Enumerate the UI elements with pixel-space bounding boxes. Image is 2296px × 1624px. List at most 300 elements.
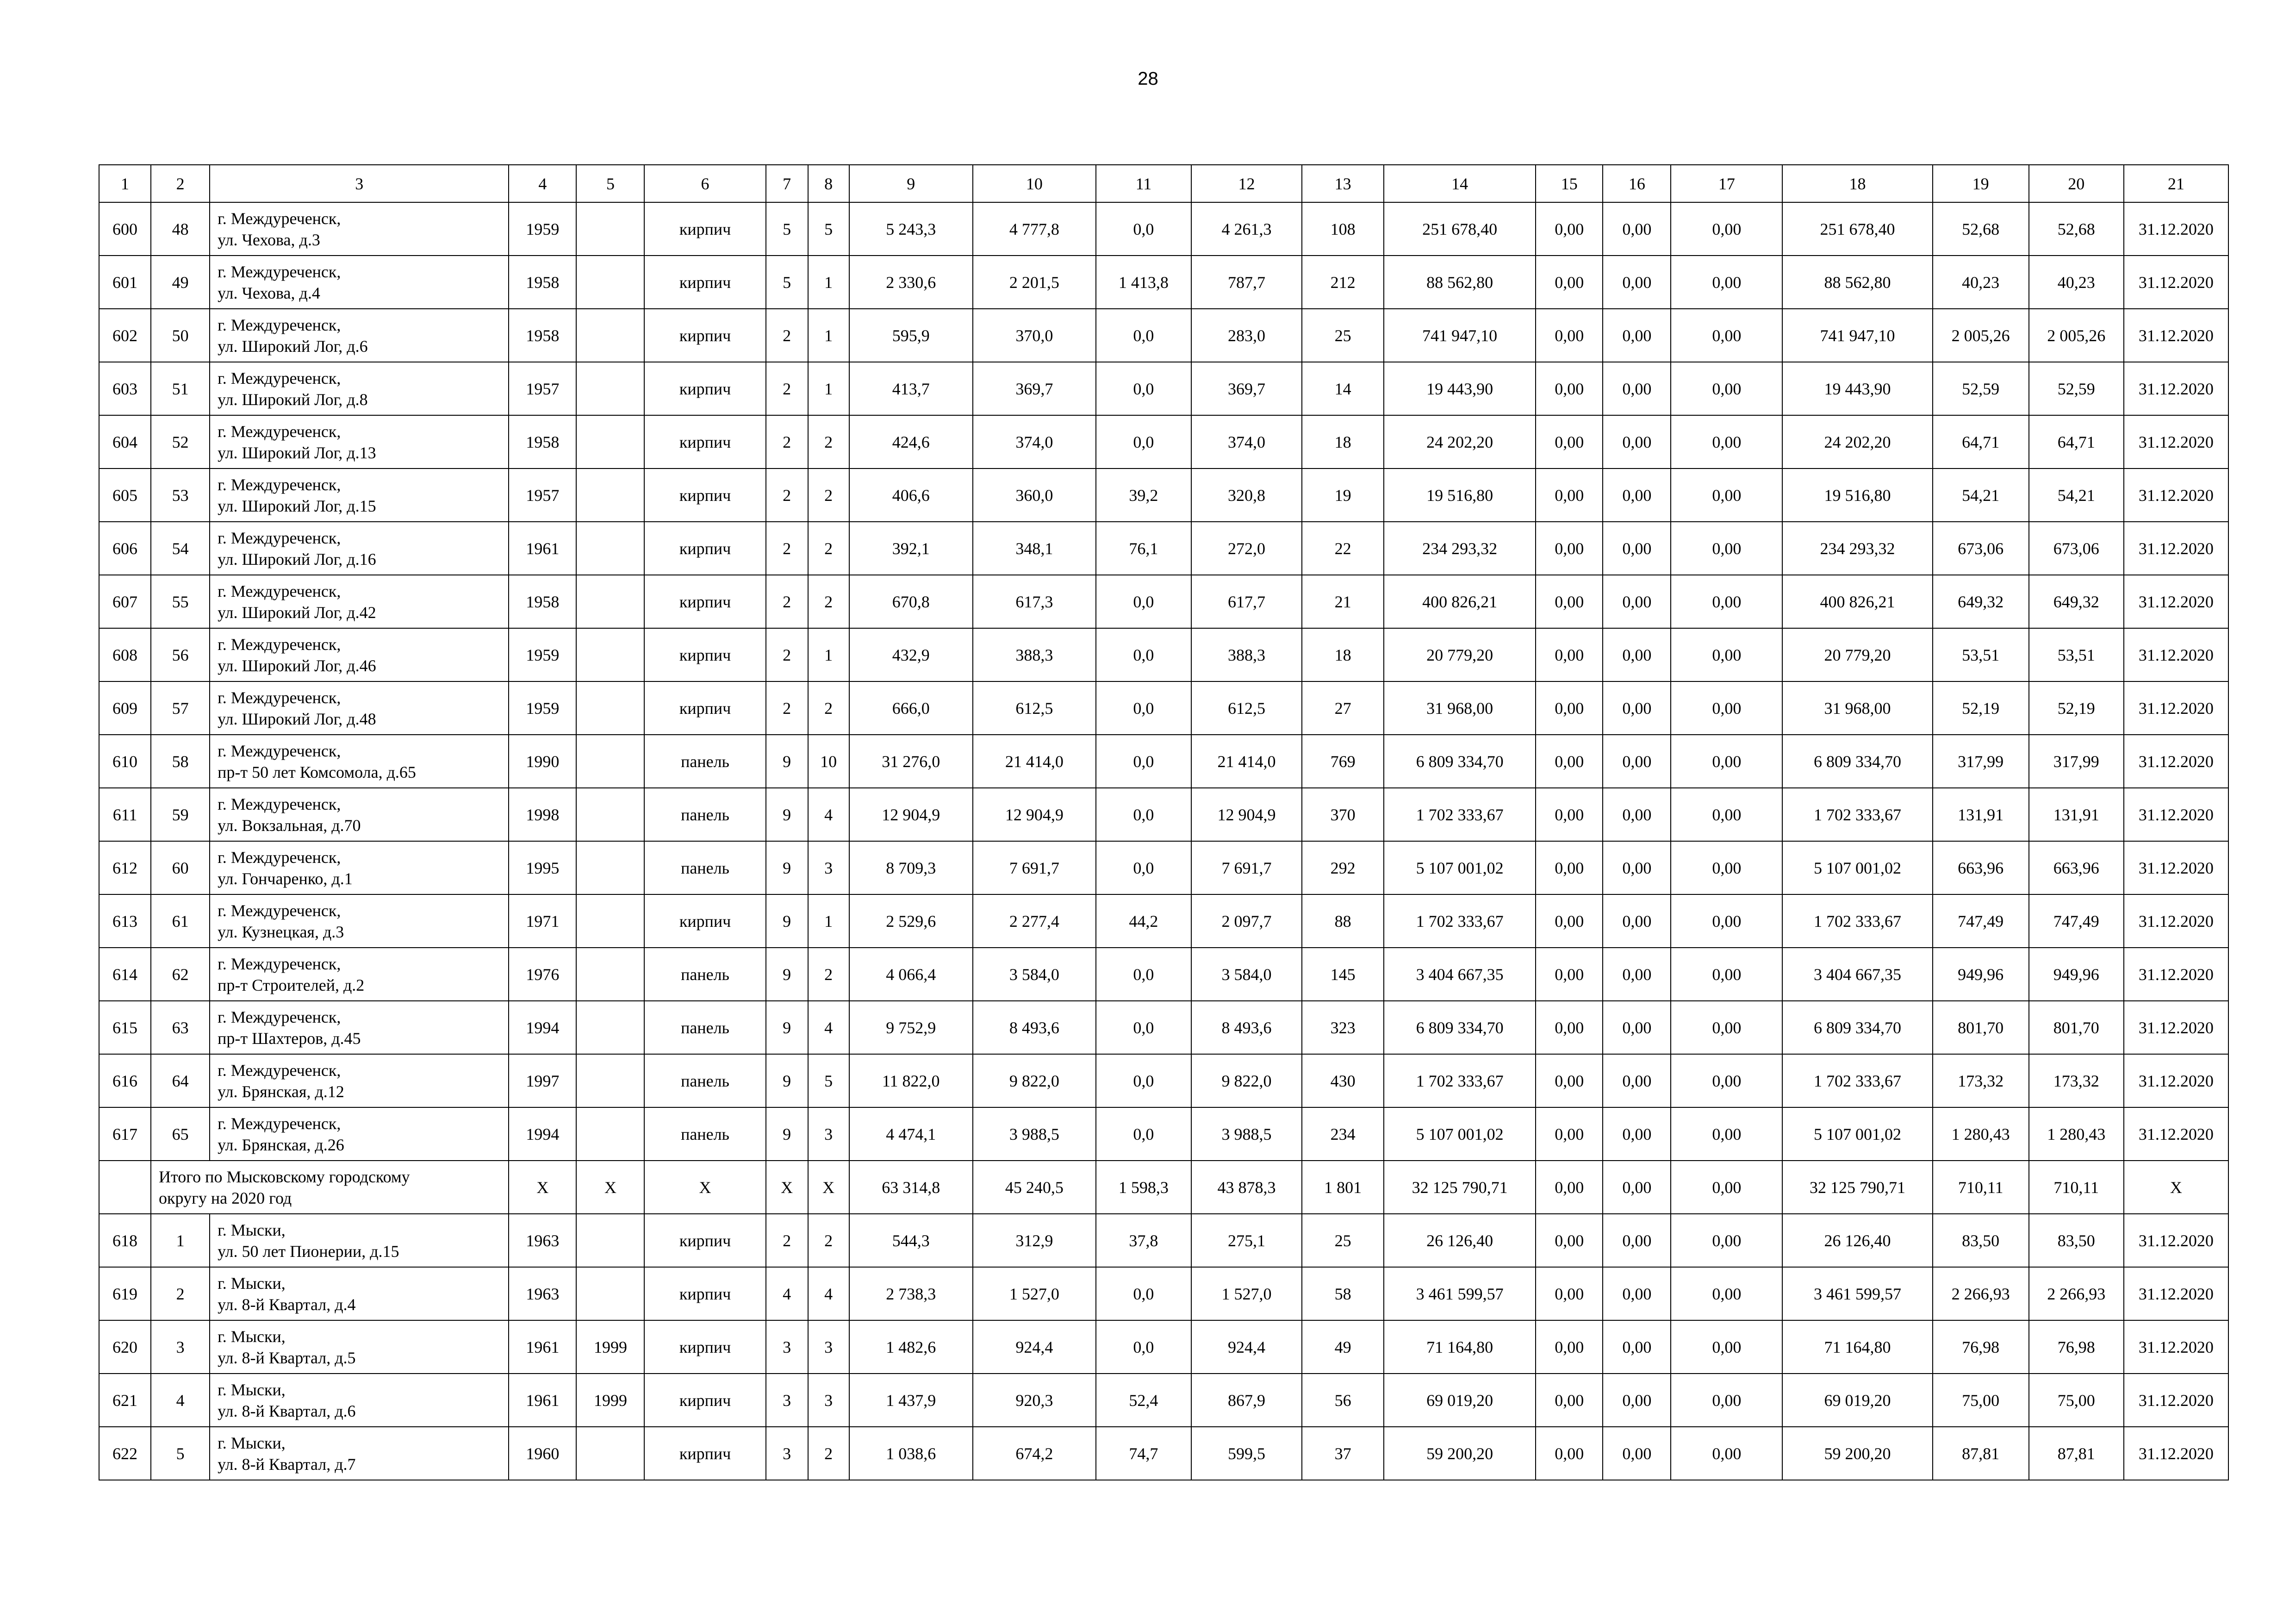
cell-col-18: 3 461 599,57 bbox=[1782, 1267, 1932, 1320]
cell-col-19: 801,70 bbox=[1933, 1001, 2029, 1054]
address-city: г. Мыски, bbox=[218, 1220, 286, 1239]
cell-col-11: 44,2 bbox=[1096, 894, 1191, 948]
cell-col-4: 1961 bbox=[509, 522, 576, 575]
cell-col-21: 31.12.2020 bbox=[2124, 628, 2228, 681]
cell-col-6: кирпич bbox=[644, 468, 765, 522]
cell-col-16: 0,00 bbox=[1603, 735, 1671, 788]
cell-col-16: 0,00 bbox=[1603, 256, 1671, 309]
address-street: ул. Широкий Лог, д.8 bbox=[218, 390, 368, 409]
cell-col-12: 7 691,7 bbox=[1191, 841, 1302, 894]
cell-col-20: 949,96 bbox=[2029, 948, 2124, 1001]
cell-col-6: кирпич bbox=[644, 1427, 765, 1480]
table-row bbox=[99, 681, 2228, 735]
cell-col-6: кирпич bbox=[644, 575, 765, 628]
cell-col-7: 3 bbox=[766, 1374, 808, 1427]
cell-col-9: 424,6 bbox=[849, 415, 973, 468]
cell-col-16: 0,00 bbox=[1603, 1267, 1671, 1320]
cell-col-12: 787,7 bbox=[1191, 256, 1302, 309]
cell-col-17: 0,00 bbox=[1671, 1214, 1782, 1267]
cell-col-4: 1959 bbox=[509, 681, 576, 735]
housing-registry-table bbox=[99, 164, 2229, 1480]
address-street: ул. Брянская, д.26 bbox=[218, 1135, 344, 1154]
cell-col-7: 5 bbox=[766, 202, 808, 256]
address-city: г. Мыски, bbox=[218, 1433, 286, 1452]
cell-col-5 bbox=[576, 1427, 644, 1480]
cell-col-15: 0,00 bbox=[1536, 628, 1603, 681]
cell-col-4: 1958 bbox=[509, 415, 576, 468]
cell-col-14: 5 107 001,02 bbox=[1384, 1107, 1536, 1161]
cell-col-20: 54,21 bbox=[2029, 468, 2124, 522]
cell-col-8: 5 bbox=[808, 202, 849, 256]
cell-col-8: 4 bbox=[808, 1267, 849, 1320]
table-row bbox=[99, 468, 2228, 522]
cell-col-7: 9 bbox=[766, 948, 808, 1001]
column-header-13: 13 bbox=[1302, 165, 1384, 202]
cell-col-13: 18 bbox=[1302, 628, 1384, 681]
cell-col-18: 1 702 333,67 bbox=[1782, 1054, 1932, 1107]
cell-col-14: 251 678,40 bbox=[1384, 202, 1536, 256]
cell-col-19: 54,21 bbox=[1933, 468, 2029, 522]
cell-col-18: 69 019,20 bbox=[1782, 1374, 1932, 1427]
cell-col-1: 622 bbox=[99, 1427, 151, 1480]
total-cell-col-8: X bbox=[808, 1161, 849, 1214]
cell-col-19: 173,32 bbox=[1933, 1054, 2029, 1107]
cell-col-2: 52 bbox=[151, 415, 210, 468]
address-cell bbox=[210, 575, 509, 628]
table-row bbox=[99, 1054, 2228, 1107]
table-row bbox=[99, 575, 2228, 628]
column-header-5: 5 bbox=[576, 165, 644, 202]
cell-col-15: 0,00 bbox=[1536, 1214, 1603, 1267]
cell-col-15: 0,00 bbox=[1536, 309, 1603, 362]
cell-col-9: 392,1 bbox=[849, 522, 973, 575]
cell-col-15: 0,00 bbox=[1536, 415, 1603, 468]
cell-col-16: 0,00 bbox=[1603, 628, 1671, 681]
cell-col-12: 617,7 bbox=[1191, 575, 1302, 628]
address-cell bbox=[210, 1107, 509, 1161]
cell-col-15: 0,00 bbox=[1536, 735, 1603, 788]
table-row bbox=[99, 522, 2228, 575]
cell-col-21: 31.12.2020 bbox=[2124, 575, 2228, 628]
cell-col-8: 1 bbox=[808, 362, 849, 415]
table-row bbox=[99, 1107, 2228, 1161]
address-cell bbox=[210, 735, 509, 788]
cell-col-6: кирпич bbox=[644, 256, 765, 309]
cell-col-10: 388,3 bbox=[973, 628, 1096, 681]
cell-col-20: 663,96 bbox=[2029, 841, 2124, 894]
cell-col-13: 25 bbox=[1302, 1214, 1384, 1267]
address-city: г. Междуреченск, bbox=[218, 315, 341, 334]
cell-col-14: 59 200,20 bbox=[1384, 1427, 1536, 1480]
cell-col-17: 0,00 bbox=[1671, 309, 1782, 362]
address-street: ул. Широкий Лог, д.15 bbox=[218, 496, 376, 515]
cell-col-9: 4 474,1 bbox=[849, 1107, 973, 1161]
cell-col-19: 1 280,43 bbox=[1933, 1107, 2029, 1161]
cell-col-4: 1997 bbox=[509, 1054, 576, 1107]
column-header-4: 4 bbox=[509, 165, 576, 202]
page-number: 28 bbox=[1138, 69, 1158, 89]
cell-col-14: 71 164,80 bbox=[1384, 1320, 1536, 1374]
address-cell bbox=[210, 468, 509, 522]
cell-col-16: 0,00 bbox=[1603, 894, 1671, 948]
table-row bbox=[99, 256, 2228, 309]
address-cell bbox=[210, 415, 509, 468]
total-cell-col-17: 0,00 bbox=[1671, 1161, 1782, 1214]
cell-col-6: кирпич bbox=[644, 1374, 765, 1427]
cell-col-7: 2 bbox=[766, 522, 808, 575]
cell-col-1: 620 bbox=[99, 1320, 151, 1374]
cell-col-20: 76,98 bbox=[2029, 1320, 2124, 1374]
cell-col-2: 50 bbox=[151, 309, 210, 362]
cell-col-11: 0,0 bbox=[1096, 1320, 1191, 1374]
cell-col-7: 2 bbox=[766, 628, 808, 681]
cell-col-18: 5 107 001,02 bbox=[1782, 841, 1932, 894]
cell-col-10: 3 988,5 bbox=[973, 1107, 1096, 1161]
cell-col-7: 2 bbox=[766, 362, 808, 415]
cell-col-16: 0,00 bbox=[1603, 575, 1671, 628]
cell-col-19: 76,98 bbox=[1933, 1320, 2029, 1374]
table-row bbox=[99, 1214, 2228, 1267]
cell-col-20: 2 005,26 bbox=[2029, 309, 2124, 362]
total-cell-col-9: 63 314,8 bbox=[849, 1161, 973, 1214]
cell-col-16: 0,00 bbox=[1603, 841, 1671, 894]
cell-col-15: 0,00 bbox=[1536, 1054, 1603, 1107]
cell-col-4: 1957 bbox=[509, 362, 576, 415]
cell-col-19: 52,59 bbox=[1933, 362, 2029, 415]
cell-col-17: 0,00 bbox=[1671, 202, 1782, 256]
cell-col-12: 2 097,7 bbox=[1191, 894, 1302, 948]
cell-col-13: 25 bbox=[1302, 309, 1384, 362]
cell-col-9: 2 738,3 bbox=[849, 1267, 973, 1320]
cell-col-14: 400 826,21 bbox=[1384, 575, 1536, 628]
cell-col-17: 0,00 bbox=[1671, 1320, 1782, 1374]
cell-col-9: 1 437,9 bbox=[849, 1374, 973, 1427]
cell-col-21: 31.12.2020 bbox=[2124, 202, 2228, 256]
cell-col-6: кирпич bbox=[644, 894, 765, 948]
cell-col-21: 31.12.2020 bbox=[2124, 1427, 2228, 1480]
cell-col-16: 0,00 bbox=[1603, 1054, 1671, 1107]
column-header-17: 17 bbox=[1671, 165, 1782, 202]
cell-col-7: 2 bbox=[766, 575, 808, 628]
cell-col-1: 601 bbox=[99, 256, 151, 309]
cell-col-7: 9 bbox=[766, 894, 808, 948]
cell-col-13: 14 bbox=[1302, 362, 1384, 415]
table-row bbox=[99, 415, 2228, 468]
cell-col-19: 40,23 bbox=[1933, 256, 2029, 309]
cell-col-13: 234 bbox=[1302, 1107, 1384, 1161]
cell-col-16: 0,00 bbox=[1603, 522, 1671, 575]
address-street: ул. Чехова, д.3 bbox=[218, 230, 320, 249]
address-street: ул. Широкий Лог, д.46 bbox=[218, 656, 376, 675]
cell-col-16: 0,00 bbox=[1603, 788, 1671, 841]
cell-col-15: 0,00 bbox=[1536, 1374, 1603, 1427]
cell-col-12: 1 527,0 bbox=[1191, 1267, 1302, 1320]
cell-col-16: 0,00 bbox=[1603, 468, 1671, 522]
total-cell-col-13: 1 801 bbox=[1302, 1161, 1384, 1214]
cell-col-8: 2 bbox=[808, 575, 849, 628]
cell-col-20: 173,32 bbox=[2029, 1054, 2124, 1107]
cell-col-19: 52,68 bbox=[1933, 202, 2029, 256]
table-row bbox=[99, 309, 2228, 362]
cell-col-21: 31.12.2020 bbox=[2124, 735, 2228, 788]
cell-col-11: 0,0 bbox=[1096, 681, 1191, 735]
cell-col-2: 53 bbox=[151, 468, 210, 522]
cell-col-5 bbox=[576, 256, 644, 309]
address-street: пр-т 50 лет Комсомола, д.65 bbox=[218, 762, 416, 781]
cell-col-14: 20 779,20 bbox=[1384, 628, 1536, 681]
cell-col-13: 18 bbox=[1302, 415, 1384, 468]
total-cell-col-4: X bbox=[509, 1161, 576, 1214]
cell-col-14: 19 516,80 bbox=[1384, 468, 1536, 522]
cell-col-1: 619 bbox=[99, 1267, 151, 1320]
cell-col-9: 1 038,6 bbox=[849, 1427, 973, 1480]
total-cell-col-11: 1 598,3 bbox=[1096, 1161, 1191, 1214]
cell-col-19: 673,06 bbox=[1933, 522, 2029, 575]
total-label-line: округу на 2020 год bbox=[159, 1188, 292, 1207]
address-street: ул. Широкий Лог, д.42 bbox=[218, 603, 376, 622]
cell-col-20: 52,19 bbox=[2029, 681, 2124, 735]
cell-col-10: 7 691,7 bbox=[973, 841, 1096, 894]
total-row bbox=[99, 1161, 2228, 1214]
cell-col-4: 1994 bbox=[509, 1107, 576, 1161]
cell-col-17: 0,00 bbox=[1671, 948, 1782, 1001]
address-city: г. Мыски, bbox=[218, 1274, 286, 1293]
address-street: ул. 8-й Квартал, д.6 bbox=[218, 1401, 356, 1420]
cell-col-4: 1998 bbox=[509, 788, 576, 841]
cell-col-13: 430 bbox=[1302, 1054, 1384, 1107]
cell-col-6: панель bbox=[644, 1107, 765, 1161]
table-row bbox=[99, 1427, 2228, 1480]
cell-col-8: 2 bbox=[808, 681, 849, 735]
cell-col-10: 2 201,5 bbox=[973, 256, 1096, 309]
cell-col-15: 0,00 bbox=[1536, 202, 1603, 256]
cell-col-19: 131,91 bbox=[1933, 788, 2029, 841]
cell-col-10: 8 493,6 bbox=[973, 1001, 1096, 1054]
address-city: г. Междуреченск, bbox=[218, 209, 341, 228]
cell-col-14: 69 019,20 bbox=[1384, 1374, 1536, 1427]
cell-col-11: 0,0 bbox=[1096, 575, 1191, 628]
cell-col-1: 604 bbox=[99, 415, 151, 468]
address-cell bbox=[210, 948, 509, 1001]
cell-col-12: 867,9 bbox=[1191, 1374, 1302, 1427]
table-row bbox=[99, 948, 2228, 1001]
cell-col-2: 55 bbox=[151, 575, 210, 628]
cell-col-9: 2 330,6 bbox=[849, 256, 973, 309]
cell-col-20: 649,32 bbox=[2029, 575, 2124, 628]
address-cell bbox=[210, 1267, 509, 1320]
cell-col-5 bbox=[576, 948, 644, 1001]
cell-col-7: 2 bbox=[766, 681, 808, 735]
address-cell bbox=[210, 841, 509, 894]
address-cell bbox=[210, 894, 509, 948]
cell-col-10: 920,3 bbox=[973, 1374, 1096, 1427]
cell-col-6: кирпич bbox=[644, 1320, 765, 1374]
address-street: ул. Широкий Лог, д.48 bbox=[218, 709, 376, 728]
cell-col-21: 31.12.2020 bbox=[2124, 894, 2228, 948]
total-cell-col-5: X bbox=[576, 1161, 644, 1214]
cell-col-8: 2 bbox=[808, 468, 849, 522]
cell-col-6: панель bbox=[644, 788, 765, 841]
cell-col-19: 64,71 bbox=[1933, 415, 2029, 468]
address-city: г. Междуреченск, bbox=[218, 1114, 341, 1133]
address-city: г. Междуреченск, bbox=[218, 1007, 341, 1026]
cell-col-7: 2 bbox=[766, 468, 808, 522]
cell-col-5 bbox=[576, 1214, 644, 1267]
cell-col-17: 0,00 bbox=[1671, 841, 1782, 894]
table-body bbox=[99, 165, 2228, 1480]
cell-col-8: 2 bbox=[808, 1427, 849, 1480]
cell-col-17: 0,00 bbox=[1671, 1374, 1782, 1427]
cell-col-11: 74,7 bbox=[1096, 1427, 1191, 1480]
cell-col-15: 0,00 bbox=[1536, 788, 1603, 841]
cell-col-16: 0,00 bbox=[1603, 362, 1671, 415]
cell-col-17: 0,00 bbox=[1671, 788, 1782, 841]
cell-col-10: 21 414,0 bbox=[973, 735, 1096, 788]
cell-col-2: 1 bbox=[151, 1214, 210, 1267]
cell-col-13: 21 bbox=[1302, 575, 1384, 628]
cell-col-1: 614 bbox=[99, 948, 151, 1001]
cell-col-19: 663,96 bbox=[1933, 841, 2029, 894]
cell-col-5 bbox=[576, 522, 644, 575]
cell-col-5 bbox=[576, 1267, 644, 1320]
cell-col-11: 52,4 bbox=[1096, 1374, 1191, 1427]
cell-col-6: кирпич bbox=[644, 309, 765, 362]
cell-col-18: 1 702 333,67 bbox=[1782, 788, 1932, 841]
cell-col-9: 31 276,0 bbox=[849, 735, 973, 788]
total-cell-col-12: 43 878,3 bbox=[1191, 1161, 1302, 1214]
cell-col-15: 0,00 bbox=[1536, 575, 1603, 628]
cell-col-1: 615 bbox=[99, 1001, 151, 1054]
total-cell-col-7: X bbox=[766, 1161, 808, 1214]
cell-col-18: 3 404 667,35 bbox=[1782, 948, 1932, 1001]
cell-col-2: 58 bbox=[151, 735, 210, 788]
total-label-line: Итого по Мысковскому городскому bbox=[159, 1167, 410, 1186]
cell-col-20: 131,91 bbox=[2029, 788, 2124, 841]
cell-col-15: 0,00 bbox=[1536, 1320, 1603, 1374]
cell-col-4: 1971 bbox=[509, 894, 576, 948]
address-cell bbox=[210, 628, 509, 681]
column-header-6: 6 bbox=[644, 165, 765, 202]
address-city: г. Междуреченск, bbox=[218, 369, 341, 387]
cell-col-13: 145 bbox=[1302, 948, 1384, 1001]
table-row bbox=[99, 1320, 2228, 1374]
cell-col-16: 0,00 bbox=[1603, 681, 1671, 735]
cell-col-8: 10 bbox=[808, 735, 849, 788]
cell-col-11: 37,8 bbox=[1096, 1214, 1191, 1267]
column-header-10: 10 bbox=[973, 165, 1096, 202]
cell-col-17: 0,00 bbox=[1671, 1054, 1782, 1107]
cell-col-21: 31.12.2020 bbox=[2124, 948, 2228, 1001]
address-cell bbox=[210, 1214, 509, 1267]
cell-col-9: 670,8 bbox=[849, 575, 973, 628]
cell-col-21: 31.12.2020 bbox=[2124, 841, 2228, 894]
cell-col-17: 0,00 bbox=[1671, 575, 1782, 628]
cell-col-9: 2 529,6 bbox=[849, 894, 973, 948]
cell-col-21: 31.12.2020 bbox=[2124, 415, 2228, 468]
cell-col-1: 606 bbox=[99, 522, 151, 575]
table-row bbox=[99, 362, 2228, 415]
cell-col-9: 5 243,3 bbox=[849, 202, 973, 256]
cell-col-9: 595,9 bbox=[849, 309, 973, 362]
address-city: г. Междуреченск, bbox=[218, 475, 341, 494]
cell-col-17: 0,00 bbox=[1671, 1267, 1782, 1320]
cell-col-21: 31.12.2020 bbox=[2124, 1320, 2228, 1374]
cell-col-19: 87,81 bbox=[1933, 1427, 2029, 1480]
cell-col-18: 59 200,20 bbox=[1782, 1427, 1932, 1480]
address-city: г. Междуреченск, bbox=[218, 901, 341, 920]
cell-col-21: 31.12.2020 bbox=[2124, 1267, 2228, 1320]
cell-col-8: 2 bbox=[808, 948, 849, 1001]
cell-col-11: 0,0 bbox=[1096, 362, 1191, 415]
cell-col-8: 3 bbox=[808, 1320, 849, 1374]
address-street: ул. Кузнецкая, д.3 bbox=[218, 922, 344, 941]
cell-col-14: 3 404 667,35 bbox=[1384, 948, 1536, 1001]
cell-col-4: 1990 bbox=[509, 735, 576, 788]
cell-col-19: 649,32 bbox=[1933, 575, 2029, 628]
cell-col-5: 1999 bbox=[576, 1374, 644, 1427]
cell-col-9: 4 066,4 bbox=[849, 948, 973, 1001]
cell-col-12: 320,8 bbox=[1191, 468, 1302, 522]
cell-col-12: 388,3 bbox=[1191, 628, 1302, 681]
cell-col-4: 1959 bbox=[509, 628, 576, 681]
address-city: г. Междуреченск, bbox=[218, 635, 341, 654]
cell-col-8: 2 bbox=[808, 522, 849, 575]
address-city: г. Междуреченск, bbox=[218, 528, 341, 547]
cell-col-4: 1959 bbox=[509, 202, 576, 256]
cell-col-4: 1961 bbox=[509, 1374, 576, 1427]
column-header-19: 19 bbox=[1933, 165, 2029, 202]
cell-col-19: 949,96 bbox=[1933, 948, 2029, 1001]
cell-col-8: 3 bbox=[808, 841, 849, 894]
address-street: ул. Чехова, д.4 bbox=[218, 283, 320, 302]
cell-col-15: 0,00 bbox=[1536, 1107, 1603, 1161]
cell-col-16: 0,00 bbox=[1603, 1214, 1671, 1267]
cell-col-20: 673,06 bbox=[2029, 522, 2124, 575]
address-cell bbox=[210, 1427, 509, 1480]
column-header-14: 14 bbox=[1384, 165, 1536, 202]
cell-col-20: 87,81 bbox=[2029, 1427, 2124, 1480]
cell-col-17: 0,00 bbox=[1671, 735, 1782, 788]
table-row bbox=[99, 788, 2228, 841]
cell-col-6: кирпич bbox=[644, 1267, 765, 1320]
total-cell-col-21: X bbox=[2124, 1161, 2228, 1214]
cell-col-12: 4 261,3 bbox=[1191, 202, 1302, 256]
address-street: ул. Брянская, д.12 bbox=[218, 1082, 344, 1101]
table-row bbox=[99, 628, 2228, 681]
cell-col-20: 747,49 bbox=[2029, 894, 2124, 948]
cell-col-21: 31.12.2020 bbox=[2124, 309, 2228, 362]
cell-col-2: 5 bbox=[151, 1427, 210, 1480]
cell-col-10: 12 904,9 bbox=[973, 788, 1096, 841]
total-cell-col-18: 32 125 790,71 bbox=[1782, 1161, 1932, 1214]
cell-col-1: 602 bbox=[99, 309, 151, 362]
cell-col-2: 51 bbox=[151, 362, 210, 415]
address-cell bbox=[210, 522, 509, 575]
cell-col-4: 1960 bbox=[509, 1427, 576, 1480]
cell-col-6: кирпич bbox=[644, 415, 765, 468]
cell-col-4: 1961 bbox=[509, 1320, 576, 1374]
cell-col-7: 2 bbox=[766, 309, 808, 362]
cell-col-7: 4 bbox=[766, 1267, 808, 1320]
total-empty-cell bbox=[99, 1161, 151, 1214]
cell-col-17: 0,00 bbox=[1671, 1427, 1782, 1480]
cell-col-18: 20 779,20 bbox=[1782, 628, 1932, 681]
cell-col-4: 1994 bbox=[509, 1001, 576, 1054]
cell-col-21: 31.12.2020 bbox=[2124, 522, 2228, 575]
cell-col-10: 3 584,0 bbox=[973, 948, 1096, 1001]
cell-col-12: 3 988,5 bbox=[1191, 1107, 1302, 1161]
column-header-8: 8 bbox=[808, 165, 849, 202]
